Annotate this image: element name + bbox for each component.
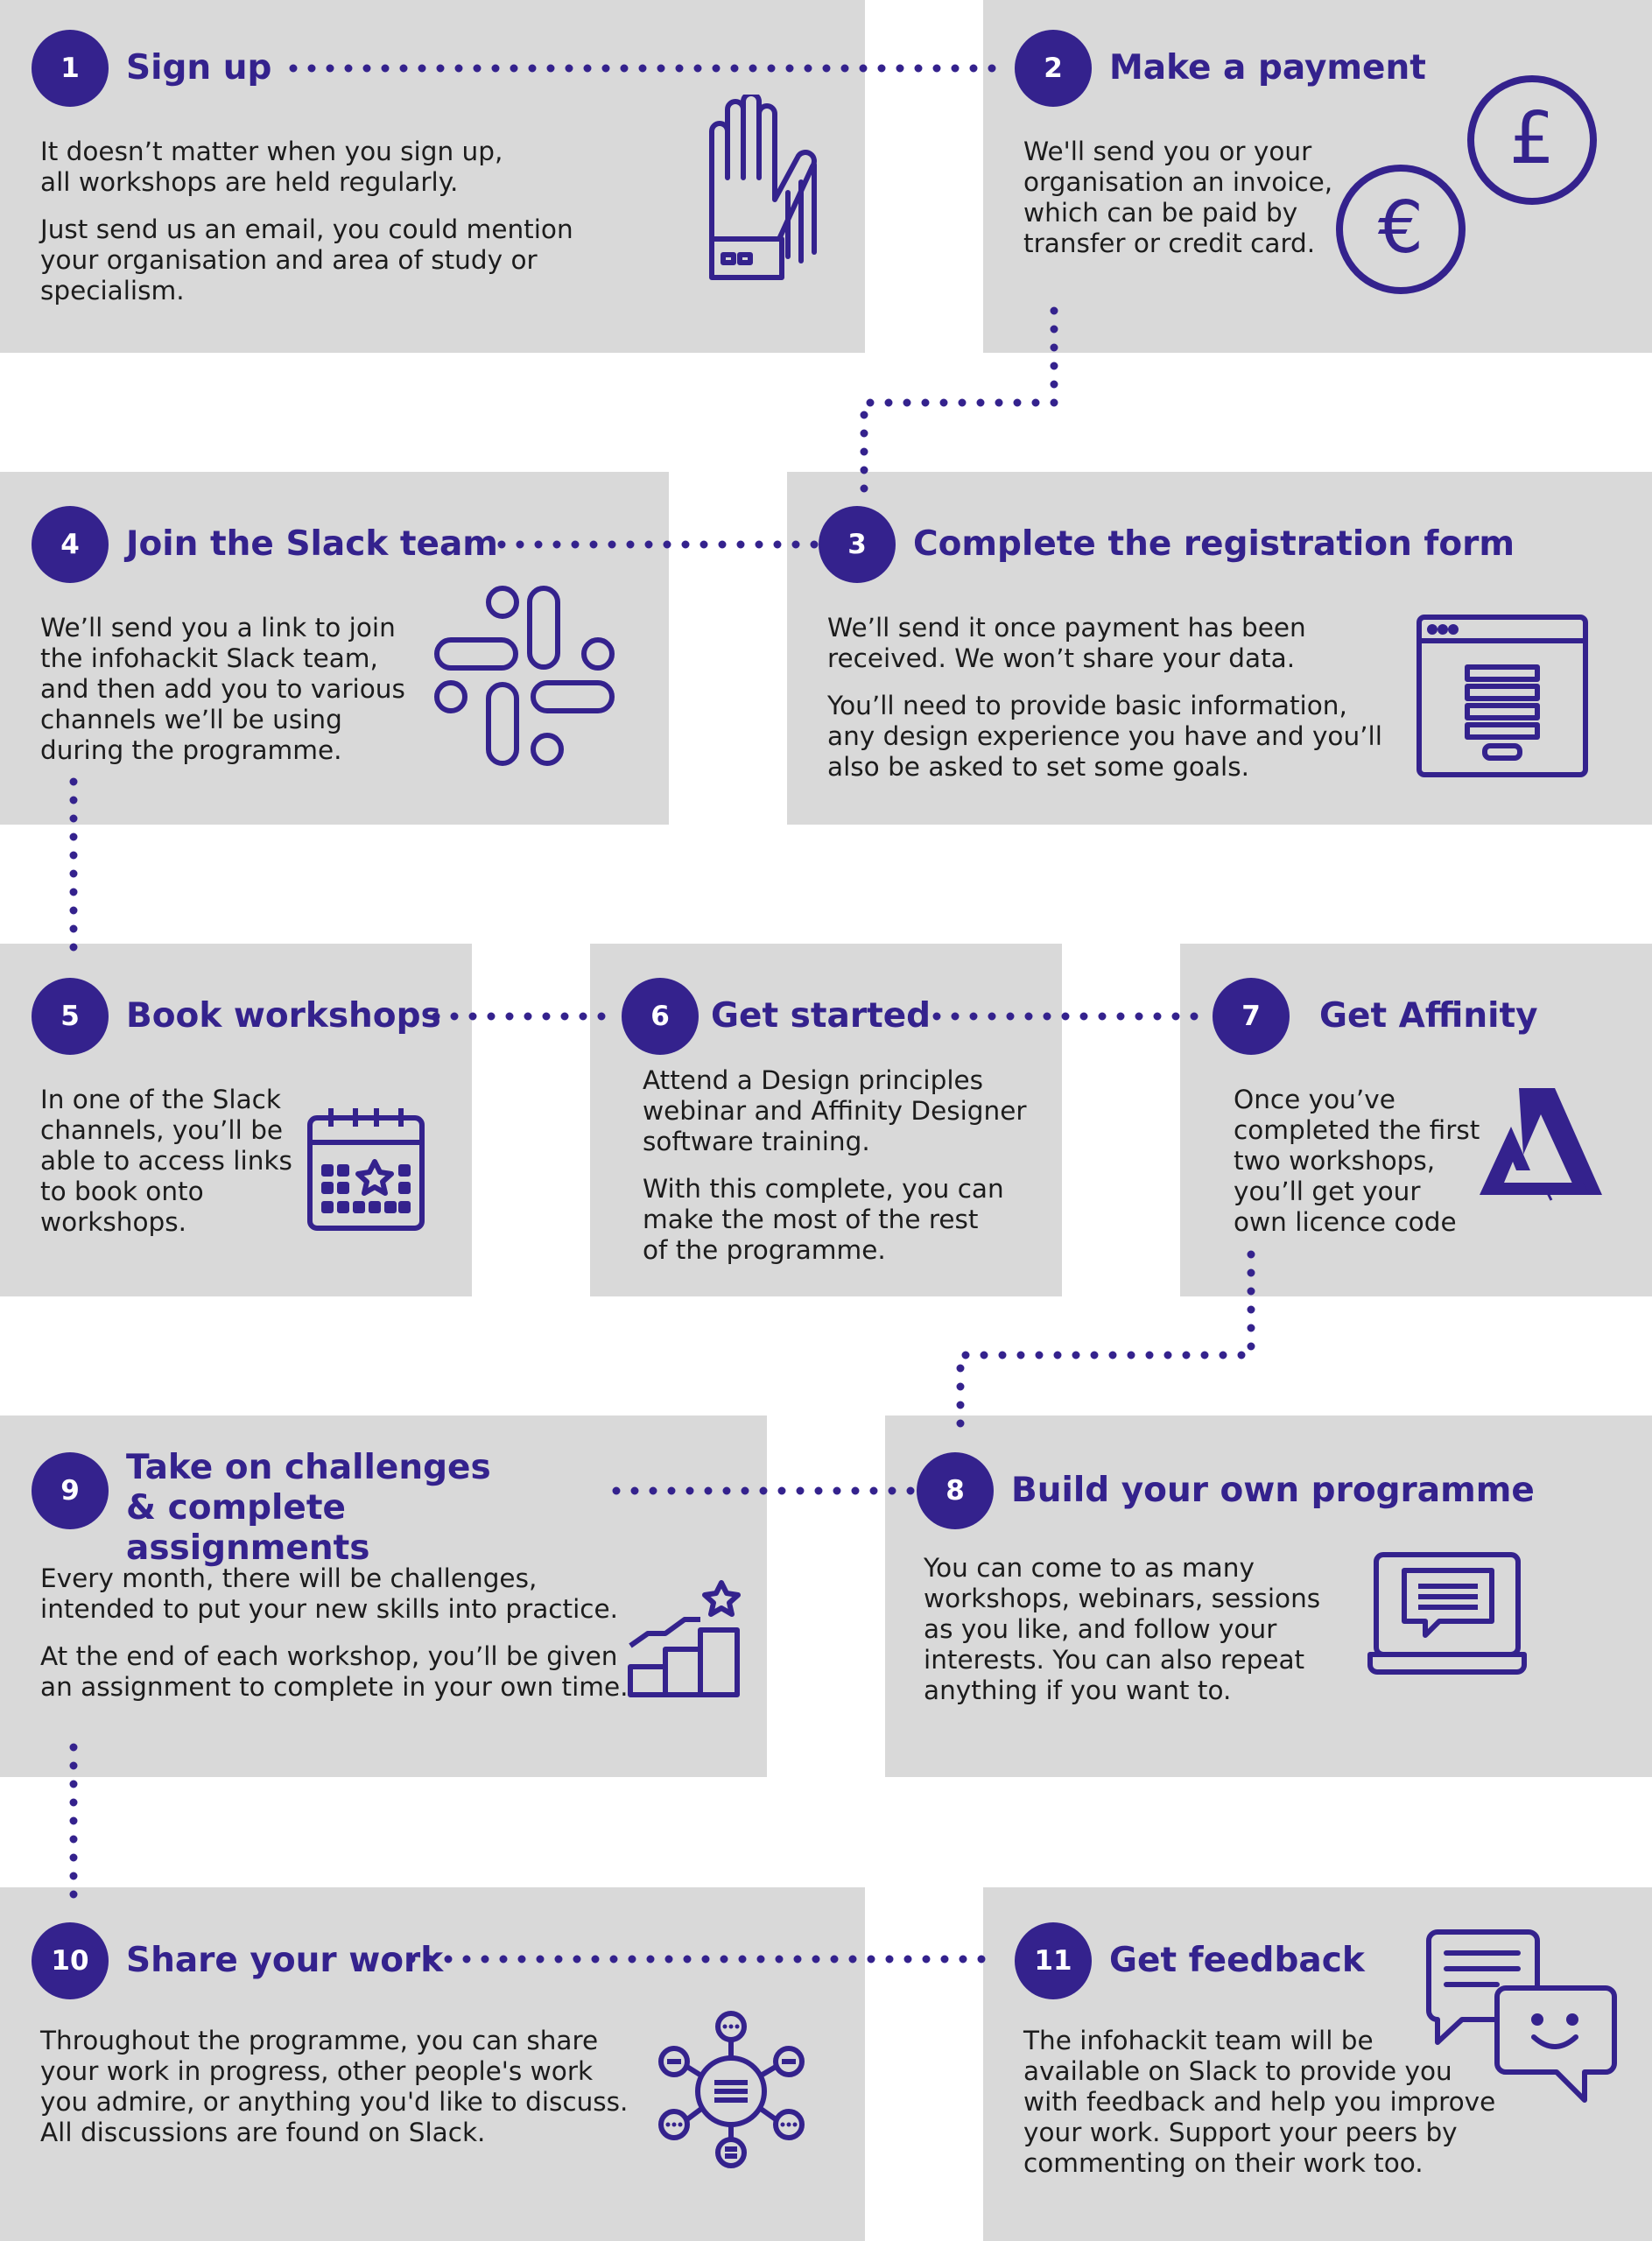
step-6	[622, 978, 1042, 1267]
step-title: Share your work	[126, 1941, 444, 1980]
step-1	[32, 30, 662, 306]
step-paragraph: Once you’ve completed the first two workshops, you’ll get your own licence code	[1234, 1085, 1480, 1237]
web-form-icon	[1417, 615, 1588, 777]
step-paragraph: You’ll need to provide basic information, any design experience you have and you’ll also be asked to set some goals.	[827, 691, 1382, 782]
step-title: Sign up	[126, 48, 272, 88]
step-paragraph: At the end of each workshop, you’ll be given an assignment to complete in your own time.	[40, 1641, 629, 1702]
chat-bubbles-icon	[1425, 1928, 1620, 2112]
svg-text:£: £	[1508, 97, 1556, 180]
currency-coins-icon	[1332, 72, 1604, 299]
step-number-badge: 10	[32, 1922, 109, 1999]
step-number-badge: 6	[622, 978, 699, 1055]
step-title: Build your own programme	[1011, 1471, 1535, 1510]
network-share-icon	[655, 2011, 808, 2168]
step-paragraph: With this complete, you can make the most of the rest of the programme.	[643, 1174, 1004, 1265]
growth-steps-star-icon	[627, 1579, 742, 1698]
step-paragraph: Just send us an email, you could mention your organisation and area of study or specialism.	[40, 214, 573, 306]
step-title: Book workshops	[126, 996, 441, 1036]
step-title: Get Affinity	[1319, 996, 1538, 1036]
step-number-badge: 5	[32, 978, 109, 1055]
step-description	[40, 1085, 303, 1254]
step-number-badge: 11	[1015, 1922, 1092, 1999]
raised-hand-icon	[700, 95, 832, 283]
step-3	[819, 506, 1515, 795]
step-title: Make a payment	[1109, 48, 1426, 88]
step-title: Get feedback	[1109, 1941, 1365, 1980]
step-description	[40, 613, 425, 783]
step-paragraph: In one of the Slack channels, you’ll be able to access links to book onto workshops.	[40, 1085, 292, 1237]
step-description	[40, 2026, 671, 2165]
step-number-badge: 1	[32, 30, 109, 107]
step-number-badge: 7	[1213, 978, 1290, 1055]
step-description	[40, 1563, 671, 1719]
step-paragraph: It doesn’t matter when you sign up, all workshops are held regularly.	[40, 137, 503, 197]
step-paragraph: We'll send you or your organisation an invoice, which can be paid by transfer or credit card.	[1023, 137, 1333, 258]
step-9	[32, 1448, 697, 1741]
calendar-star-icon	[306, 1106, 425, 1232]
slack-logo-icon	[433, 585, 615, 767]
step-4	[32, 506, 498, 795]
step-paragraph: Every month, there will be challenges, intended to put your new skills into practice.	[40, 1563, 619, 1624]
step-number-badge: 9	[32, 1452, 109, 1529]
step-paragraph: You can come to as many workshops, webinars, sessions as you like, and follow your interests. You can also repeat anything if you want to.	[924, 1553, 1321, 1705]
step-number-badge: 2	[1015, 30, 1092, 107]
step-paragraph: We’ll send you a link to join the infohackit Slack team, and then add you to various channels we’ll be using during the programme.	[40, 613, 405, 765]
step-paragraph: Attend a Design principles webinar and Affinity Designer software training.	[643, 1065, 1027, 1156]
affinity-logo-icon	[1480, 1088, 1602, 1204]
step-number-badge: 3	[819, 506, 896, 583]
step-description	[1234, 1085, 1496, 1254]
step-title: Get started	[711, 996, 931, 1036]
step-paragraph: Throughout the programme, you can share your work in progress, other people's work you admire, or anything you'd like to discuss. All discussions are found on Slack.	[40, 2026, 629, 2147]
step-number-badge: 4	[32, 506, 109, 583]
step-title: Complete the registration form	[913, 524, 1515, 564]
svg-text:€: €	[1377, 186, 1424, 270]
step-number-badge: 8	[917, 1452, 994, 1529]
step-title: Take on challenges & complete assignments	[126, 1448, 491, 1568]
step-paragraph: We’ll send it once payment has been received. We won’t share your data.	[827, 613, 1306, 673]
step-10	[32, 1922, 679, 2211]
connector-2-3	[864, 311, 1054, 490]
step-description	[924, 1553, 1344, 1723]
laptop-chat-icon	[1367, 1551, 1527, 1675]
step-title: Join the Slack team	[126, 524, 498, 564]
step-description	[40, 137, 671, 323]
step-description	[827, 613, 1388, 799]
step-paragraph: The infohackit team will be available on Slack to provide you with feedback and help you improve your work. Support your peers by commenting on their work too.	[1023, 2026, 1496, 2178]
step-description	[643, 1065, 1037, 1282]
